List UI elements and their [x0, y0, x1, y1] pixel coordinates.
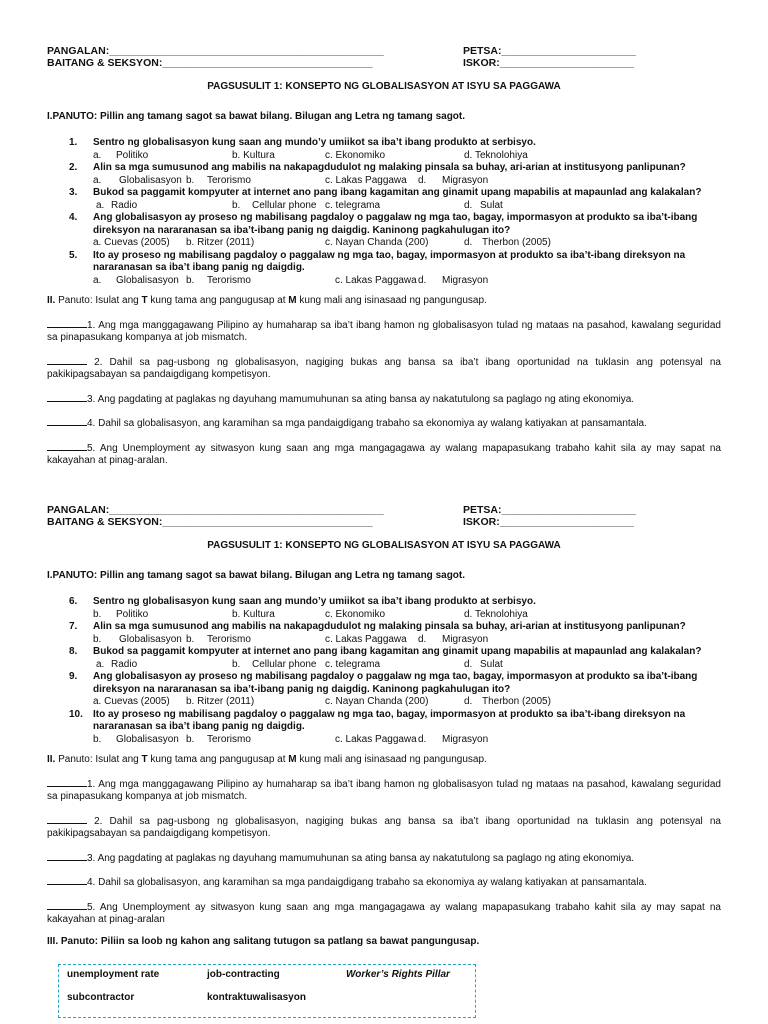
option-b: Terorismo: [207, 733, 251, 745]
question-number: 10.: [69, 708, 83, 720]
option-letter: b.: [93, 733, 102, 745]
true-false-item: 4. Dahil sa globalisasyon, ang karamihan sa mga pandaigdigang trabaho sa ekonomiya ay walang katiyakan at pansamantala.: [47, 416, 721, 431]
answer-blank[interactable]: [47, 851, 87, 861]
answer-blank[interactable]: [47, 355, 87, 365]
option-a: Radio: [111, 658, 138, 670]
question-number: 3.: [69, 187, 78, 198]
option-a: a. Cuevas (2005): [93, 237, 170, 248]
question-item: [47, 137, 721, 162]
answer-options: [93, 150, 721, 163]
true-false-item: 3. Ang pagdating at paglakas ng dayuhang mamumuhunan sa ating bansa ay nakatutulong sa paglago ng ating ekonomiya.: [47, 392, 721, 407]
part1-instruction: I.PANUTO: Pillin ang tamang sagot sa bawat bilang. Bilugan ang Letra ng tamang sagot.: [47, 569, 466, 581]
option-d: Migrasyon: [442, 174, 489, 186]
option-c: c. Lakas Paggawa: [325, 174, 407, 186]
word-choice: kontraktuwalisasyon: [207, 992, 306, 1003]
true-false-item: 5. Ang Unemployment ay sitwasyon kung saan ang mga mangagagawa ay walang mapapasukang trabaho kahit sila ay may sapat na kakayahan at pinag-aralan.: [47, 442, 721, 466]
question-item: [47, 709, 721, 747]
option-c: c. Ekonomiko: [325, 149, 386, 161]
option-b: Terorismo: [207, 274, 251, 286]
part2-instruction: II. Panuto: Isulat ang T kung tama ang pangugusap at M kung mali ang isinasaad ng pangungusap.: [47, 295, 487, 306]
student-header: [47, 45, 721, 71]
option-b: b. Kultura: [232, 149, 275, 161]
answer-blank[interactable]: [47, 416, 87, 426]
option-a: Globalisasyon: [119, 174, 182, 186]
answer-options: [93, 175, 721, 188]
option-d-letter: d.: [464, 658, 473, 670]
option-d: d. Teknolohiya: [464, 608, 528, 620]
option-a: a. Cuevas (2005): [93, 696, 170, 707]
true-false-item: 2. Dahil sa pag-usbong ng globalisasyon, nagiging bukas ang bansa sa iba’t ibang oportunidad na tuklasin ang potensyal na pakikipagsabayan sa pandaigdigang kompetisyon.: [47, 815, 721, 839]
part3-instruction: III. Panuto: Piliin sa loob ng kahon ang salitang tutugon sa patlang sa bawat pangungusap.: [47, 935, 480, 947]
score-field-label: ISKOR:_______________________: [463, 57, 635, 69]
question-text: Ito ay proseso ng mabilisang pagdaloy o paggalaw ng mga tao, bagay, impormasyon at produkto sa iba’t-ibang direksyon na nararanasan sa iba’t ibang panig ng daigdig.: [93, 249, 686, 273]
option-a: Globalisasyon: [116, 733, 179, 745]
option-a: Politiko: [116, 149, 149, 161]
option-d: Migrasyon: [442, 274, 489, 286]
question-item: [47, 646, 721, 671]
date-field-label: PETSA:_______________________: [463, 504, 636, 516]
option-b: Terorismo: [207, 633, 251, 645]
question-item: [47, 212, 721, 250]
answer-options: [93, 634, 721, 647]
true-false-item: 1. Ang mga manggagawang Pilipino ay humaharap sa iba’t ibang hamon ng globalisasyon tulad ng mataas na pasahod, kawalang seguridad sa pinapasukang kompanya at job mismatch.: [47, 319, 721, 343]
student-header: [47, 504, 721, 530]
true-false-item: 5. Ang Unemployment ay sitwasyon kung saan ang mga mangagagawa ay walang mapapasukang trabaho kahit sila ay may sapat na kakayahan at pinag-aralan: [47, 901, 721, 925]
option-b-letter: b.: [186, 733, 195, 745]
quiz-copy-2: [47, 504, 721, 948]
question-item: [47, 671, 721, 709]
question-list: [47, 137, 721, 287]
option-d-letter: d.: [418, 633, 427, 645]
question-number: 6.: [69, 596, 78, 607]
part2-instruction: II. Panuto: Isulat ang T kung tama ang pangugusap at M kung mali ang isinasaad ng pangungusap.: [47, 754, 487, 765]
answer-blank[interactable]: [47, 875, 87, 885]
word-choice: job-contracting: [207, 969, 280, 980]
option-c: c. Lakas Paggawa: [325, 633, 407, 645]
question-text: Bukod sa paggamit kompyuter at internet ano pang ibang kagamitan ang ginamit upang mapabilis at mapaunlad ang kalakalan?: [93, 646, 702, 657]
question-number: 9.: [69, 671, 78, 682]
question-text: Sentro ng globalisasyon kung saan ang mundo’y umiikot sa iba’t ibang produkto at serbisyo.: [93, 596, 536, 607]
question-number: 5.: [69, 249, 78, 261]
question-number: 8.: [69, 646, 78, 657]
option-a: Radio: [111, 199, 138, 211]
option-c: c. Lakas Paggawa: [335, 733, 417, 745]
true-false-item: 2. Dahil sa pag-usbong ng globalisasyon, nagiging bukas ang bansa sa iba’t ibang oportunidad na tuklasin ang potensyal na pakikipagsabayan sa pandaigdigang kompetisyon.: [47, 356, 721, 380]
option-d-letter: d.: [418, 174, 427, 186]
name-field-label: PANGALAN:_______________________________________________: [47, 504, 384, 516]
option-letter: a.: [93, 149, 102, 161]
option-d-letter: d.: [464, 199, 473, 211]
answer-options: [93, 609, 721, 622]
question-item: [47, 250, 721, 288]
answer-blank[interactable]: [47, 777, 87, 787]
question-text: Ang globalisasyon ay proseso ng mabilisang pagdaloy o paggalaw ng mga tao, bagay, impormasyon at produkto sa iba’t-ibang direksyon na nararanasan sa iba’t-ibang panig ng daigdig. Kaninong pagkahulugan ito?: [93, 212, 698, 236]
question-text: Bukod sa paggamit kompyuter at internet ano pang ibang kagamitan ang ginamit upang mapabilis at mapaunlad ang kalakalan?: [93, 187, 702, 198]
option-b: Terorismo: [207, 174, 251, 186]
answer-options: [93, 275, 721, 288]
option-d: Therbon (2005): [482, 237, 551, 248]
option-letter: a.: [96, 199, 105, 211]
option-c: c. telegrama: [325, 199, 381, 211]
question-number: 2.: [69, 162, 78, 173]
grade-section-field-label: BAITANG & SEKSYON:____________________________________: [47, 516, 373, 528]
question-item: [47, 621, 721, 646]
word-choice: unemployment rate: [67, 969, 160, 980]
option-letter: b.: [93, 608, 102, 620]
question-item: [47, 162, 721, 187]
option-b-letter: b.: [232, 658, 241, 670]
option-c: c. Ekonomiko: [325, 608, 386, 620]
answer-options: [93, 659, 721, 672]
word-choice: Worker’s Rights Pillar: [346, 969, 450, 980]
option-letter: a.: [96, 658, 105, 670]
option-b-letter: b.: [186, 633, 195, 645]
option-c: c. telegrama: [325, 658, 381, 670]
option-a: Globalisasyon: [119, 633, 182, 645]
answer-blank[interactable]: [47, 392, 87, 402]
true-false-item: 1. Ang mga manggagawang Pilipino ay humaharap sa iba’t ibang hamon ng globalisasyon tulad ng mataas na pasahod, kawalang seguridad sa pinapasukang kompanya at job mismatch.: [47, 778, 721, 802]
answer-blank[interactable]: [47, 900, 87, 910]
name-field-label: PANGALAN:_______________________________________________: [47, 45, 384, 57]
part1-instruction: I.PANUTO: Pillin ang tamang sagot sa bawat bilang. Bilugan ang Letra ng tamang sagot.: [47, 110, 466, 122]
quiz-copy-1: [47, 45, 721, 468]
answer-options: [93, 237, 721, 250]
option-b: Cellular phone: [252, 199, 317, 211]
question-number: 4.: [69, 212, 78, 223]
option-c: c. Nayan Chanda (200): [325, 696, 429, 707]
option-b: b. Ritzer (2011): [186, 237, 255, 248]
question-text: Sentro ng globalisasyon kung saan ang mundo’y umiikot sa iba’t ibang produkto at serbisyo.: [93, 137, 536, 148]
quiz-title: PAGSUSULIT 1: KONSEPTO NG GLOBALISASYON AT ISYU SA PAGGAWA: [207, 81, 561, 92]
question-number: 7.: [69, 621, 78, 632]
option-d-letter: d.: [418, 274, 427, 286]
question-text: Alin sa mga sumusunod ang mabilis na nakapagdudulot ng malaking pinsala sa buhay, ari-arian at institusyong panlipunan?: [93, 162, 686, 173]
option-b: Cellular phone: [252, 658, 317, 670]
question-text: Ito ay proseso ng mabilisang pagdaloy o paggalaw ng mga tao, bagay, impormasyon at produkto sa iba’t-ibang direksyon na nararanasan sa iba’t ibang panig ng daigdig.: [93, 708, 686, 732]
quiz-title: PAGSUSULIT 1: KONSEPTO NG GLOBALISASYON AT ISYU SA PAGGAWA: [207, 540, 561, 551]
question-number: 1.: [69, 137, 78, 148]
option-d: Migrasyon: [442, 633, 489, 645]
date-field-label: PETSA:_______________________: [463, 45, 636, 57]
score-field-label: ISKOR:_______________________: [463, 516, 635, 528]
true-false-item: 4. Dahil sa globalisasyon, ang karamihan sa mga pandaigdigang trabaho sa ekonomiya ay walang katiyakan at pansamantala.: [47, 875, 721, 890]
grade-section-field-label: BAITANG & SEKSYON:____________________________________: [47, 57, 373, 69]
option-c: c. Lakas Paggawa: [335, 274, 417, 286]
question-item: [47, 187, 721, 212]
option-c: c. Nayan Chanda (200): [325, 237, 429, 248]
option-d-letter: d.: [464, 237, 473, 248]
option-d: Therbon (2005): [482, 696, 551, 707]
option-b-letter: b.: [232, 199, 241, 211]
answer-options: [93, 734, 721, 747]
answer-blank[interactable]: [47, 318, 87, 328]
option-d: Migrasyon: [442, 733, 489, 745]
option-d: Sulat: [480, 199, 503, 211]
option-a: Globalisasyon: [116, 274, 179, 286]
option-letter: b.: [93, 633, 102, 645]
word-choice: subcontractor: [67, 992, 135, 1003]
answer-options: [93, 696, 721, 709]
option-b: b. Kultura: [232, 608, 275, 620]
option-d: Sulat: [480, 658, 503, 670]
answer-options: [93, 200, 721, 213]
option-d: d. Teknolohiya: [464, 149, 528, 161]
question-text: Ang globalisasyon ay proseso ng mabilisang pagdaloy o paggalaw ng mga tao, bagay, impormasyon at produkto sa iba’t-ibang direksyon na nararanasan sa iba’t-ibang panig ng daigdig. Kaninong pagkahulugan ito?: [93, 671, 698, 695]
question-item: [47, 596, 721, 621]
option-d-letter: d.: [464, 696, 473, 707]
option-a: Politiko: [116, 608, 149, 620]
option-letter: a.: [93, 274, 102, 286]
option-b-letter: b.: [186, 274, 195, 286]
word-choice-box: [58, 964, 476, 1018]
option-letter: a.: [93, 174, 102, 186]
answer-blank[interactable]: [47, 814, 87, 824]
option-b-letter: b.: [186, 174, 195, 186]
option-b: b. Ritzer (2011): [186, 696, 255, 707]
option-d-letter: d.: [418, 733, 427, 745]
question-text: Alin sa mga sumusunod ang mabilis na nakapagdudulot ng malaking pinsala sa buhay, ari-arian at institusyong panlipunan?: [93, 621, 686, 632]
answer-blank[interactable]: [47, 441, 87, 451]
true-false-item: 3. Ang pagdating at paglakas ng dayuhang mamumuhunan sa ating bansa ay nakatutulong sa paglago ng ating ekonomiya.: [47, 851, 721, 866]
question-list: [47, 596, 721, 746]
